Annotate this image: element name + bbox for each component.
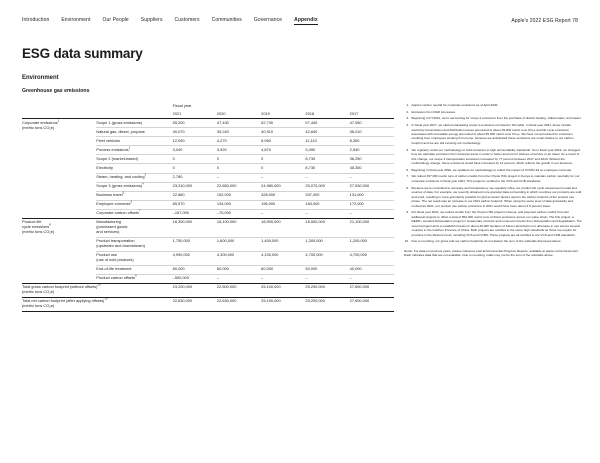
footnote-item (404, 148, 582, 166)
footnote-number: 9. (406, 210, 409, 215)
footnote-text: Beginning in fiscal year 2020, we updated our methodology to reflect the impact of COVID-19 on employee commute. (411, 167, 573, 172)
row-label: Natural gas, diesel, propane (96, 128, 172, 137)
nav-item-introduction[interactable]: Introduction (22, 17, 50, 23)
row-label: Scope 2 (market-based) (96, 155, 172, 164)
footnote-text: Emissions from R&D processes. (411, 109, 456, 114)
subsection-heading-ghg: Greenhouse gas emissions (22, 88, 90, 94)
footnote-text: We regularly revisit our methodology to hold ourselves to high accountability standards. So in fiscal year 2019, we changed how we calculate emissions from business travel in order to better account for classes of service or air travel. As a result of this change, our scope 3 transportation emissions increased by 77 percent between 2017 and 2019. Without the methodology change, these emissions would have increased by 14 percent, which reflects the growth in our business. (411, 147, 580, 166)
cell-value: 1,300,000 (305, 237, 349, 251)
cell-value: –157,090 (173, 209, 217, 218)
footnote-item (404, 110, 582, 114)
cell-value: – (305, 209, 349, 218)
cell-value: 36,210 (350, 128, 394, 137)
cell-value: 27,600,000 (350, 297, 394, 311)
cell-value: 3,490 (305, 146, 349, 155)
footnote-item (404, 186, 582, 208)
footnote-text: For fiscal year 2021, we retired credits from the Chyulu Hills project in Kenya, and payment carbon credits from two additional projects to offset a total of 500,000 metric tons of direct emissions across our value chain. The first project, a REDD+ avoided deforestation project in Guatemala, protects and conserves forests from deforestation and degradation. The second project aims to establish forests on about 46,000 hectares of barren land that is not otherwise in use across several counties in the Guizhou Province of China. Both projects are certified to the same high standards as those we require for products in the Restore Fund, including VCS and CCBS. These projects are all certified to the VCS and CCB standards. (411, 210, 582, 237)
group-label-unit: (metric tons CO₂e) (22, 124, 55, 130)
cell-value: 0 (261, 164, 305, 173)
table-total-row-net (22, 297, 394, 311)
row-label-text: Product use (96, 252, 118, 258)
cell-value: 1,750,000 (173, 237, 217, 251)
cell-value: 47,050 (349, 119, 362, 125)
footnote-number: 3. (406, 116, 409, 121)
cell-value: 4,700,000 (305, 251, 349, 265)
cell-value: 183,000 (305, 200, 349, 209)
row-label-footnote: 4 (142, 182, 144, 186)
footnote-number: 2. (406, 109, 409, 114)
row-label-text-2: (upstream and downstream) (96, 243, 145, 249)
row-label-text-3: and services) (96, 229, 120, 235)
cell-value: 152,000 (217, 191, 261, 200)
row-label: Fleet vehicles (96, 137, 172, 146)
cell-value: – (350, 274, 394, 283)
footnotes-list (404, 103, 582, 244)
row-label (96, 218, 172, 237)
cell-value: 52,730 (261, 119, 274, 125)
total-label-unit: (metric tons CO₂e) (22, 303, 55, 309)
row-label-footnote: 9 (135, 274, 137, 278)
cell-value: 3,040 (173, 146, 217, 155)
row-label: End-of-life treatment (96, 265, 172, 274)
row-label-text: Product transportation (96, 238, 135, 244)
cell-value: 328,000 (261, 191, 305, 200)
cell-value: – (261, 209, 305, 218)
footnote-number: 4. (406, 123, 409, 128)
cell-value: 0 (261, 155, 305, 164)
esg-data-table (22, 102, 394, 312)
row-label-text: Manufacturing (96, 219, 121, 225)
cell-value: 85,570 (173, 200, 217, 209)
total-label-net (22, 297, 173, 311)
footnote-item (404, 239, 582, 243)
cell-value: 50,000 (305, 265, 349, 274)
general-note-text: Notes: For data on previous years, please reference past Environmental Progress Reports, available at apple.com/environment. Dash indicates data that are not available. Due to rounding, totals may not be the sum of the subtotals above. (404, 248, 579, 258)
row-label-text: Product carbon offsets (96, 275, 136, 281)
cell-value: 23,200,000 (173, 283, 217, 297)
row-label-text: Employee commute (96, 201, 131, 207)
footnote-text: Because we're committed to accuracy and transparency, we regularly refine our product life cycle assessment model and sources of data. For example, we recently obtained more granular data surrounding in which countries our products are sold and used, resulting in more granularity possible for grid emission factors used in the carbon footprint of the product use phase. The net result was an increase in our 2021 carbon footprint. When using the same level of data granularity and method as 2021, our product use carbon emissions in 2021 would have been about 3.5 percent lower. (411, 185, 582, 208)
nav-item-communities[interactable]: Communities (211, 17, 242, 23)
row-label (96, 200, 172, 209)
spacer-cell (22, 110, 96, 119)
row-label-text-2: (purchased goods (96, 224, 128, 230)
nav-item-our-people[interactable]: Our People (102, 17, 129, 23)
row-label (96, 251, 172, 265)
footnote-text: Beginning in FY2021, we're accounting for scope 2 emissions from the purchase of district heating, chilled water, and steam. (411, 116, 582, 121)
column-header-2021: 2021 (173, 110, 217, 119)
table-row (22, 218, 394, 237)
cell-value: 80,000 (173, 265, 217, 274)
footnote-number: 5. (406, 147, 409, 152)
row-group-label-corporate-emissions (22, 119, 96, 219)
footnote-item (404, 116, 582, 120)
cell-value: 27,530,000 (350, 182, 394, 191)
cell-value: 11,110 (305, 137, 349, 146)
cell-value: 0 (173, 164, 217, 173)
row-label-footnote: 6 (130, 200, 133, 204)
cell-value: 16,300,000 (173, 218, 217, 237)
cell-value: 172,000 (350, 200, 394, 209)
cell-value: 4,100,000 (261, 251, 305, 265)
cell-value: 16,100,000 (217, 218, 261, 237)
cell-value: 196,000 (261, 200, 305, 209)
esg-table-container (22, 102, 394, 312)
footnote-item (404, 168, 582, 172)
footnote-text: In fiscal year 2017, we started calculating scope 3 emissions not listed in this table. In fiscal year 2021, these include electricity transmission and distribution losses amounted to about 39,000 metric tons CO₂e and life cycle emissions associated with renewable energy amounted to about 95,000 metric tons CO₂e. We have not accounted for emissions resulting from employees working from home, because we anticipated these emissions are small relative to our carbon footprint and we are still evolving our methodology. (411, 123, 574, 145)
cell-value: 8,300 (350, 137, 394, 146)
group-label-text: Corporate emissions (22, 119, 58, 125)
nav-items (22, 17, 511, 25)
row-label (96, 182, 172, 191)
cell-value: – (261, 274, 305, 283)
cell-value: 22,860 (173, 191, 217, 200)
cell-value: 22,630,000 (217, 297, 261, 311)
cell-value: 3,920 (217, 146, 261, 155)
page-title: ESG data summary (22, 46, 143, 61)
cell-value: – (217, 274, 261, 283)
cell-value: 18,900,000 (261, 218, 305, 237)
row-label-text: Process emissions (96, 146, 129, 152)
footnote-number: 7. (406, 174, 409, 179)
cell-value: – (305, 274, 349, 283)
cell-value: 25,070,000 (305, 182, 349, 191)
column-header-2017: 2017 (350, 110, 394, 119)
table-total-row-gross (22, 283, 394, 297)
cell-value: 12,090 (173, 137, 217, 146)
cell-value: –70,000 (217, 209, 261, 218)
total-label-footnote: 10 (97, 283, 101, 287)
group-label-footnote: 8 (49, 223, 51, 227)
cell-value: 24,980,000 (261, 182, 305, 191)
fiscal-year-label: Fiscal year (172, 102, 192, 108)
spacer-cell (96, 110, 172, 119)
cell-value: 25,100,000 (261, 283, 305, 297)
cell-value: – (350, 173, 394, 182)
cell-value: 22,650,000 (217, 182, 261, 191)
cell-value: 337,000 (305, 191, 349, 200)
total-label-gross (22, 283, 173, 297)
footnotes-column (404, 102, 582, 312)
column-header-2018: 2018 (305, 110, 349, 119)
row-label-text: Corporate carbon offsets (96, 210, 140, 216)
cell-value: 18,500,000 (305, 218, 349, 237)
nav-item-environment[interactable]: Environment (61, 17, 91, 23)
row-label (96, 146, 172, 155)
cell-value: 39,240 (217, 128, 261, 137)
cell-value: 22,630,000 (173, 297, 217, 311)
row-label-text: Scope 1 (gross emissions) (96, 119, 143, 125)
row-label (96, 191, 172, 200)
cell-value: 22,600,000 (217, 283, 261, 297)
nav-item-customers[interactable]: Customers (174, 17, 200, 23)
section-heading-environment: Environment (22, 75, 59, 81)
cell-value: 25,100,000 (261, 297, 305, 311)
spacer-cell (96, 102, 172, 110)
column-header-2020: 2020 (217, 110, 261, 119)
cell-value: 40,070 (173, 128, 217, 137)
content-body (0, 102, 600, 312)
cell-value: 0 (217, 164, 261, 173)
row-label-footnote: 5 (122, 191, 125, 195)
cell-value: 40,000 (350, 265, 394, 274)
nav-item-suppliers[interactable]: Suppliers (140, 17, 163, 23)
cell-value: 40,910 (261, 128, 305, 137)
cell-value: 0 (173, 155, 217, 164)
cell-value: 25,200,000 (305, 283, 349, 297)
cell-value: 4,270 (217, 137, 261, 146)
row-label (96, 237, 172, 251)
cell-value: 4,990,000 (173, 251, 217, 265)
cell-value: 134,000 (217, 200, 261, 209)
cell-value: – (305, 173, 349, 182)
footnote-item (404, 123, 582, 145)
spacer-cell (22, 102, 96, 110)
cell-value: 0 (217, 155, 261, 164)
footnotes-general-note (404, 249, 582, 258)
cell-value: 57,440 (305, 119, 318, 125)
table-year-header-row (22, 110, 394, 119)
total-label-text: Total gross carbon footprint (without offsets) (22, 284, 98, 290)
cell-value: 38,250 (350, 155, 394, 164)
row-label-footnote: 2 (128, 146, 131, 150)
cell-value: 8,730 (305, 155, 349, 164)
table-fiscal-year-header-row (22, 102, 394, 110)
footnote-text: We retired 157,000 metric tons of carbon credits from the Chyulu Hills project in Kenya to maintain carbon neutrality for our corporate emissions in fiscal year 2021. This project is verified to the VCS and CCB standards. (411, 174, 580, 183)
footnote-text: Due to rounding, our gross and net carbon footprints do not always the sum of the subtotals discussed above. (411, 239, 562, 244)
footnote-number: 8. (406, 185, 409, 190)
row-label-text-2: (use of sold products) (96, 257, 134, 263)
cell-value: –500,000 (173, 274, 217, 283)
cell-value: 35,350 (350, 164, 394, 173)
cell-value: 8,730 (305, 164, 349, 173)
cell-value: – (261, 173, 305, 182)
row-label-footnote: 3 (144, 173, 146, 177)
group-label-text-2: cycle emissions (22, 224, 50, 230)
row-label (96, 274, 172, 283)
cell-value: 4,700,000 (350, 251, 394, 265)
row-label (96, 173, 172, 182)
cell-value: 42,640 (305, 128, 349, 137)
cell-value: 4,870 (261, 146, 305, 155)
document-reference: Apple's 2022 ESG Report 78 (511, 18, 578, 24)
row-label (96, 119, 172, 128)
footnote-item (404, 174, 582, 183)
table-row (22, 119, 394, 128)
cell-value: 6,960 (261, 137, 305, 146)
cell-value: 25,200,000 (305, 297, 349, 311)
row-label-text: Scope 3 (gross emissions) (96, 183, 143, 189)
nav-item-appendix[interactable]: Appendix (294, 17, 318, 23)
cell-value: 55,200 (172, 119, 185, 125)
footnote-number: 1. (406, 103, 409, 107)
group-label-footnote: 1 (57, 119, 60, 123)
cell-value: 2,780 (173, 173, 217, 182)
group-label-unit: (metric tons CO₂e) (22, 229, 55, 235)
footnote-item (404, 210, 582, 237)
row-label (96, 209, 172, 218)
footnote-number: 6. (406, 167, 409, 172)
cell-value: 131,000 (350, 191, 394, 200)
nav-item-governance[interactable]: Governance (253, 17, 283, 23)
top-navigation (0, 0, 600, 25)
cell-value: – (350, 209, 394, 218)
row-group-label-product-life-cycle (22, 218, 96, 283)
row-label-text: Steam, heating, and cooling (96, 174, 145, 180)
row-label: Electricity (96, 164, 172, 173)
cell-value: 1,200,000 (350, 237, 394, 251)
cell-value: 23,310,000 (173, 182, 217, 191)
cell-value: 60,000 (217, 265, 261, 274)
cell-value: 1,600,000 (217, 237, 261, 251)
footnote-number: 10. (404, 239, 409, 244)
cell-value: 47,430 (216, 119, 229, 125)
footnote-text: Apple's carbon neutral for corporate emissions as of April 2020. (411, 103, 499, 107)
group-label-text: Product life (22, 219, 42, 225)
column-header-2019: 2019 (261, 110, 305, 119)
cell-value: 27,600,000 (350, 283, 394, 297)
total-label-unit: (metric tons CO₂e) (22, 289, 55, 295)
total-label-text: Total net carbon footprint (after applying offsets) (22, 298, 105, 304)
cell-value: 2,540 (350, 146, 394, 155)
row-label-footnote: 7 (139, 210, 141, 214)
total-label-footnote: 10 (104, 297, 108, 301)
cell-value: 4,300,000 (217, 251, 261, 265)
cell-value: 21,100,000 (350, 218, 394, 237)
cell-value: 60,000 (261, 265, 305, 274)
cell-value: – (217, 173, 261, 182)
row-label-text: Business travel (96, 192, 123, 198)
cell-value: 1,400,000 (261, 237, 305, 251)
footnote-item (404, 103, 582, 107)
